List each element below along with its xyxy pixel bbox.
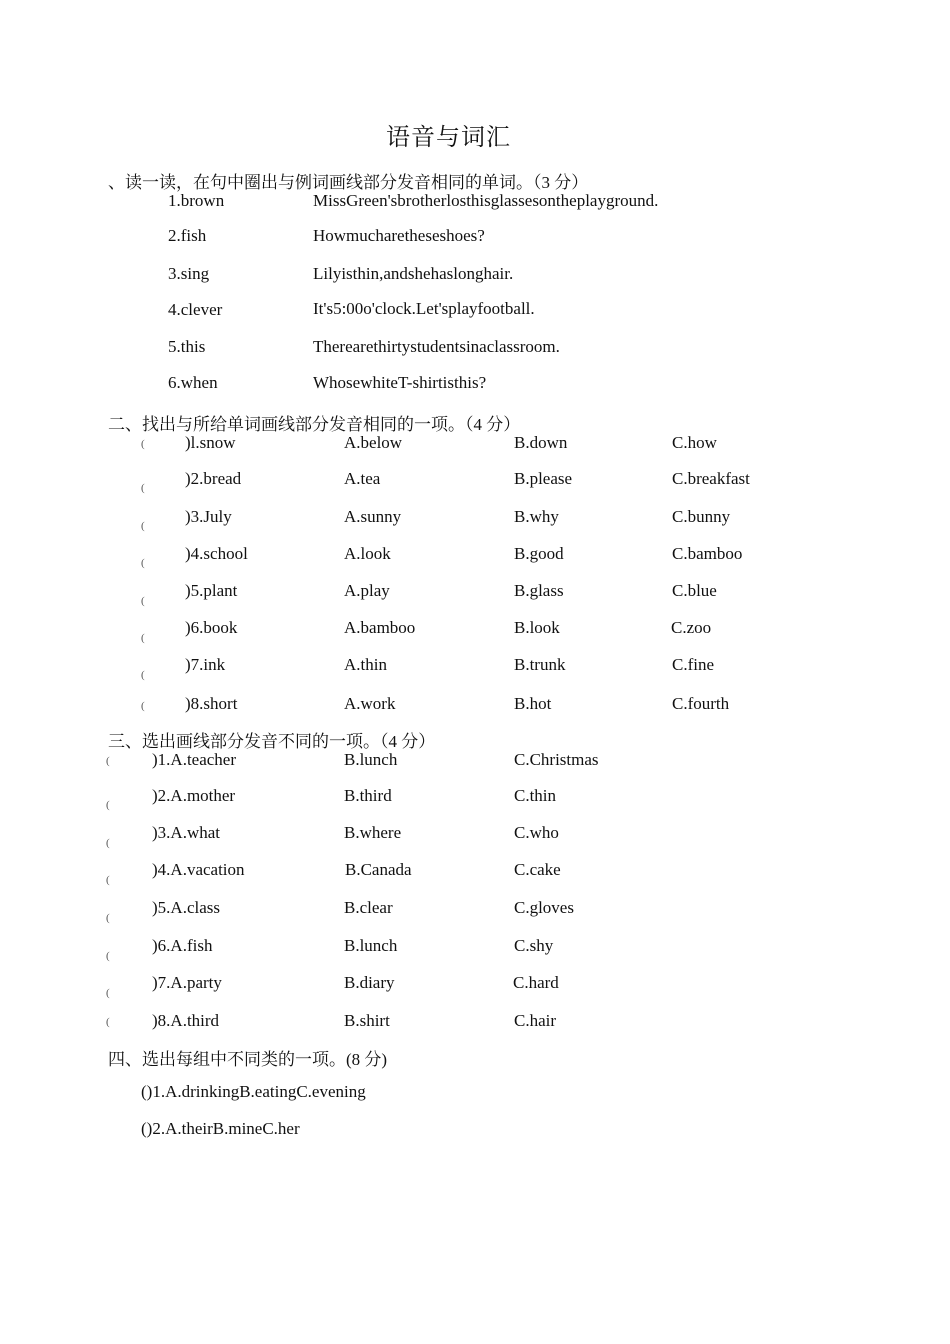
s3-option-b-3: B.where: [344, 823, 402, 842]
s2-question-5: )5.plant: [185, 581, 238, 600]
s2-option-b-4: B.good: [514, 544, 564, 563]
s1-word-5: 5.this: [168, 337, 206, 356]
s3-option-a-1: )1.A.teacher: [152, 750, 237, 769]
s3-option-a-8: )8.A.third: [152, 1011, 220, 1030]
s2-option-b-5: B.glass: [514, 581, 564, 600]
answer-paren: (: [106, 1016, 110, 1028]
s2-option-c-2: C.breakfast: [672, 469, 750, 488]
s1-sentence-4: It's5:00o'clock.Let'splayfootball.: [313, 299, 535, 318]
s3-option-c-6: C.shy: [514, 936, 554, 955]
s2-option-a-7: A.thin: [344, 655, 387, 674]
s3-option-b-5: B.clear: [344, 898, 393, 917]
answer-paren: (: [106, 799, 110, 811]
answer-paren: (: [141, 595, 145, 607]
s3-option-c-1: C.Christmas: [514, 750, 599, 769]
answer-paren: (: [106, 874, 110, 886]
s1-word-6: 6.when: [168, 373, 218, 392]
answer-paren: (: [141, 632, 145, 644]
s1-word-1: 1.brown: [168, 191, 225, 210]
s2-question-2: )2.bread: [185, 469, 242, 488]
s3-option-b-8: B.shirt: [344, 1011, 390, 1030]
s2-option-a-6: A.bamboo: [344, 618, 416, 637]
s1-word-4: 4.clever: [168, 300, 223, 319]
section-3-heading: 三、选出画线部分发音不同的一项。（4 分）: [108, 732, 436, 751]
s2-option-a-5: A.play: [344, 581, 390, 600]
answer-paren: (: [141, 520, 145, 532]
s3-option-a-4: )4.A.vacation: [152, 860, 245, 879]
s3-option-c-3: C.who: [514, 823, 559, 842]
answer-paren: (: [141, 482, 145, 494]
s3-option-a-2: )2.A.mother: [152, 786, 236, 805]
s3-option-a-6: )6.A.fish: [152, 936, 213, 955]
answer-paren: (: [141, 669, 145, 681]
answer-paren: (: [106, 755, 110, 767]
s1-word-2: 2.fish: [168, 226, 207, 245]
s1-sentence-3: Lilyisthin,andshehaslonghair.: [313, 264, 514, 283]
s2-question-4: )4.school: [185, 544, 248, 563]
s2-option-a-4: A.look: [344, 544, 391, 563]
s2-option-a-8: A.work: [344, 694, 396, 713]
s1-word-3: 3.sing: [168, 264, 210, 283]
answer-paren: (: [106, 912, 110, 924]
s2-option-c-1: C.how: [672, 433, 717, 452]
s3-option-b-7: B.diary: [344, 973, 395, 992]
s3-option-a-7: )7.A.party: [152, 973, 222, 992]
s3-option-c-8: C.hair: [514, 1011, 557, 1030]
s3-option-a-5: )5.A.class: [152, 898, 220, 917]
page-title: 语音与词汇: [386, 125, 511, 151]
s2-option-c-5: C.blue: [672, 581, 717, 600]
s2-option-c-7: C.fine: [672, 655, 715, 674]
s1-sentence-2: Howmucharetheseshoes?: [313, 226, 485, 245]
s2-option-b-2: B.please: [514, 469, 573, 488]
s3-option-b-2: B.third: [344, 786, 392, 805]
answer-paren: (: [106, 837, 110, 849]
s3-option-b-1: B.lunch: [344, 750, 398, 769]
section-1-heading: 、读一读，在句中圈出与例词画线部分发音相同的单词。（3 分）: [108, 173, 589, 192]
answer-paren: (: [141, 700, 145, 712]
s2-option-a-1: A.below: [344, 433, 403, 452]
s3-option-b-6: B.lunch: [344, 936, 398, 955]
s2-question-6: )6.book: [185, 618, 238, 637]
s3-option-c-2: C.thin: [514, 786, 557, 805]
section-4-heading: 四、选出每组中不同类的一项。(8 分): [108, 1050, 388, 1069]
s3-option-b-4: B.Canada: [345, 860, 412, 879]
answer-paren: (: [106, 950, 110, 962]
s3-option-a-3: )3.A.what: [152, 823, 220, 842]
answer-paren: (: [106, 987, 110, 999]
s1-sentence-6: WhosewhiteT-shirtisthis?: [313, 373, 487, 392]
s2-option-c-4: C.bamboo: [672, 544, 743, 563]
s2-question-1: )l.snow: [185, 433, 236, 452]
s2-option-b-3: B.why: [514, 507, 559, 526]
s2-option-b-6: B.look: [514, 618, 560, 637]
section-2-heading: 二、找出与所给单词画线部分发音相同的一项。（4 分）: [108, 415, 521, 434]
s1-sentence-1: MissGreen'sbrotherlosthisglassesontheplayground.: [313, 191, 659, 210]
s3-option-c-4: C.cake: [514, 860, 561, 879]
s2-option-c-6: C.zoo: [671, 618, 712, 637]
s4-item-2: ()2.A.theirB.mineC.her: [141, 1119, 300, 1138]
s2-question-7: )7.ink: [185, 655, 226, 674]
s4-item-1: ()1.A.drinkingB.eatingC.evening: [141, 1082, 366, 1101]
s2-question-3: )3.July: [185, 507, 232, 526]
s2-question-8: )8.short: [185, 694, 238, 713]
s2-option-a-2: A.tea: [344, 469, 381, 488]
s2-option-b-8: B.hot: [514, 694, 552, 713]
s3-option-c-5: C.gloves: [514, 898, 574, 917]
answer-paren: (: [141, 557, 145, 569]
s3-option-c-7: C.hard: [513, 973, 559, 992]
s2-option-b-7: B.trunk: [514, 655, 566, 674]
s2-option-b-1: B.down: [514, 433, 568, 452]
s1-sentence-5: Therearethirtystudentsinaclassroom.: [313, 337, 560, 356]
s2-option-c-8: C.fourth: [672, 694, 730, 713]
s2-option-a-3: A.sunny: [344, 507, 402, 526]
s2-option-c-3: C.bunny: [672, 507, 731, 526]
answer-paren: (: [141, 438, 145, 450]
